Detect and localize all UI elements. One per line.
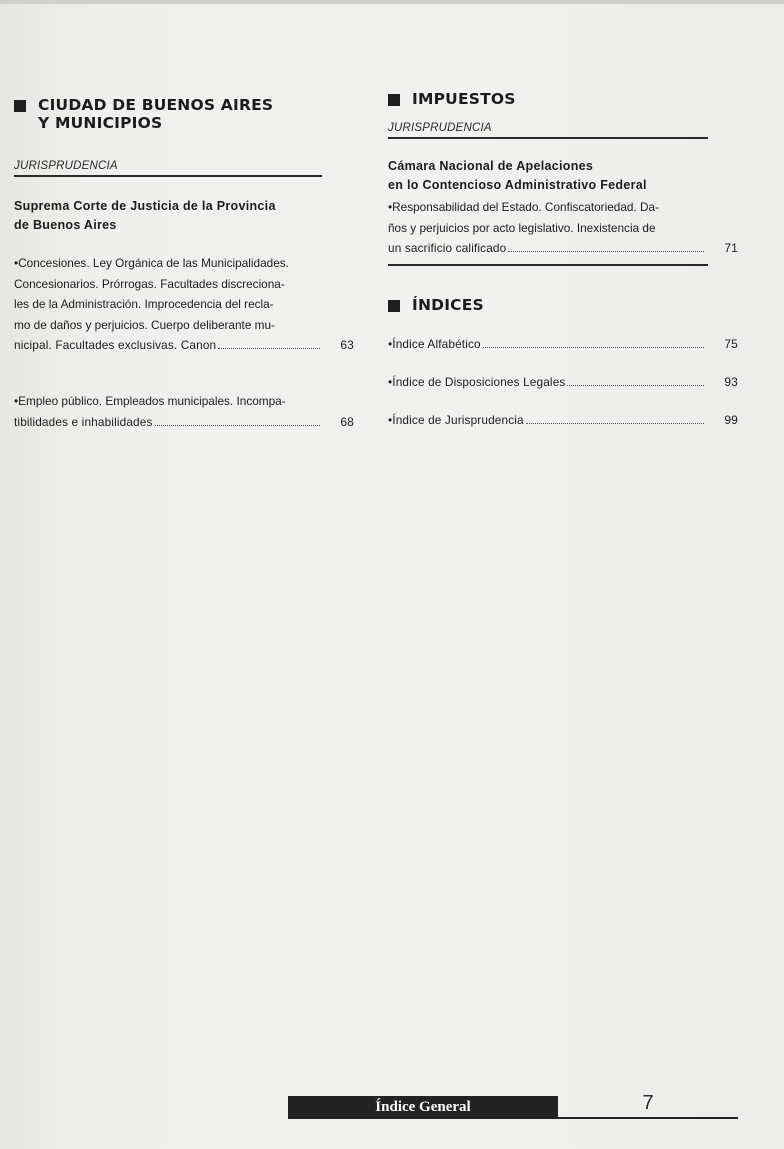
toc-entry — [14, 391, 354, 432]
section-heading-indices — [388, 296, 738, 314]
section-heading-ciudad — [14, 96, 354, 132]
page-footer — [288, 1092, 738, 1122]
entry-line: mo de daños y perjuicios. Cuerpo deliberante mu- — [14, 317, 275, 332]
category-rule — [388, 137, 708, 139]
index-label: •Índice de Disposiciones Legales — [388, 375, 566, 389]
page-number: 71 — [724, 241, 738, 255]
section-heading-impuestos — [388, 90, 738, 108]
entry-text: un sacrificio calificado — [388, 241, 507, 255]
footer-page-number: 7 — [642, 1092, 654, 1114]
court-line1: Suprema Corte de Justicia de la Provincia — [14, 199, 276, 213]
index-item[interactable] — [388, 334, 738, 354]
bullet-square-icon — [388, 300, 400, 312]
entry-line: •Empleo público. Empleados municipales. Incompa- — [14, 394, 286, 408]
court-line2: en lo Contencioso Administrativo Federal — [388, 178, 647, 192]
indices-list — [388, 334, 738, 430]
category-block — [388, 122, 738, 139]
toc-entry — [388, 197, 738, 266]
dot-leader — [218, 348, 320, 349]
entry-line: •Concesiones. Ley Orgánica de las Municipalidades. — [14, 256, 289, 270]
bullet-square-icon — [14, 100, 26, 112]
section-title: IMPUESTOS — [412, 90, 516, 108]
section-title — [38, 96, 328, 132]
entry-line: ños y perjuicios por acto legislativo. Inexistencia de — [388, 220, 656, 235]
category-rule — [14, 175, 322, 177]
top-edge — [0, 0, 784, 4]
entry-line: les de la Administración. Improcedencia del recla- — [14, 297, 274, 311]
category-label: JURISPRUDENCIA — [388, 122, 492, 134]
page-number: 63 — [340, 338, 354, 352]
bullet-square-icon — [388, 94, 400, 106]
section-title-line2: Y MUNICIPIOS — [38, 114, 163, 132]
toc-entry — [14, 253, 354, 355]
dot-leader — [483, 347, 704, 348]
page-number: 75 — [724, 337, 738, 351]
entry-rule — [388, 264, 708, 266]
dot-leader — [526, 423, 704, 424]
page-number: 99 — [724, 413, 738, 427]
page-number: 68 — [340, 414, 354, 429]
entry-line: Concesionarios. Prórrogas. Facultades discreciona- — [14, 276, 285, 291]
court-line1: Cámara Nacional de Apelaciones — [388, 159, 594, 173]
entry-text: nicipal. Facultades exclusivas. Canon — [14, 338, 217, 352]
dot-leader — [567, 385, 704, 386]
entry-last-line — [388, 238, 738, 258]
page-number: 93 — [724, 375, 738, 389]
section-title: ÍNDICES — [412, 296, 484, 314]
category-label: JURISPRUDENCIA — [14, 160, 118, 172]
index-label: •Índice de Jurisprudencia — [388, 413, 524, 427]
right-column — [388, 90, 738, 430]
dot-leader — [508, 251, 704, 252]
court-heading — [388, 157, 738, 195]
entry-last-line — [14, 335, 354, 355]
category-block — [14, 160, 354, 177]
entry-line: •Responsabilidad del Estado. Confiscatoriedad. Da- — [388, 200, 660, 214]
court-line2: de Buenos Aires — [14, 218, 117, 232]
entry-last-line — [14, 412, 354, 432]
index-label: •Índice Alfabético — [388, 337, 481, 351]
entry-text: tibilidades e inhabilidades — [14, 414, 153, 429]
index-item[interactable] — [388, 410, 738, 430]
section-title-line1: CIUDAD DE BUENOS AIRES — [38, 96, 274, 114]
index-item[interactable] — [388, 372, 738, 392]
footer-label: Índice General — [288, 1096, 558, 1119]
court-heading — [14, 197, 354, 235]
dot-leader — [155, 425, 321, 426]
footer-rule — [558, 1117, 738, 1119]
left-column — [14, 96, 354, 432]
